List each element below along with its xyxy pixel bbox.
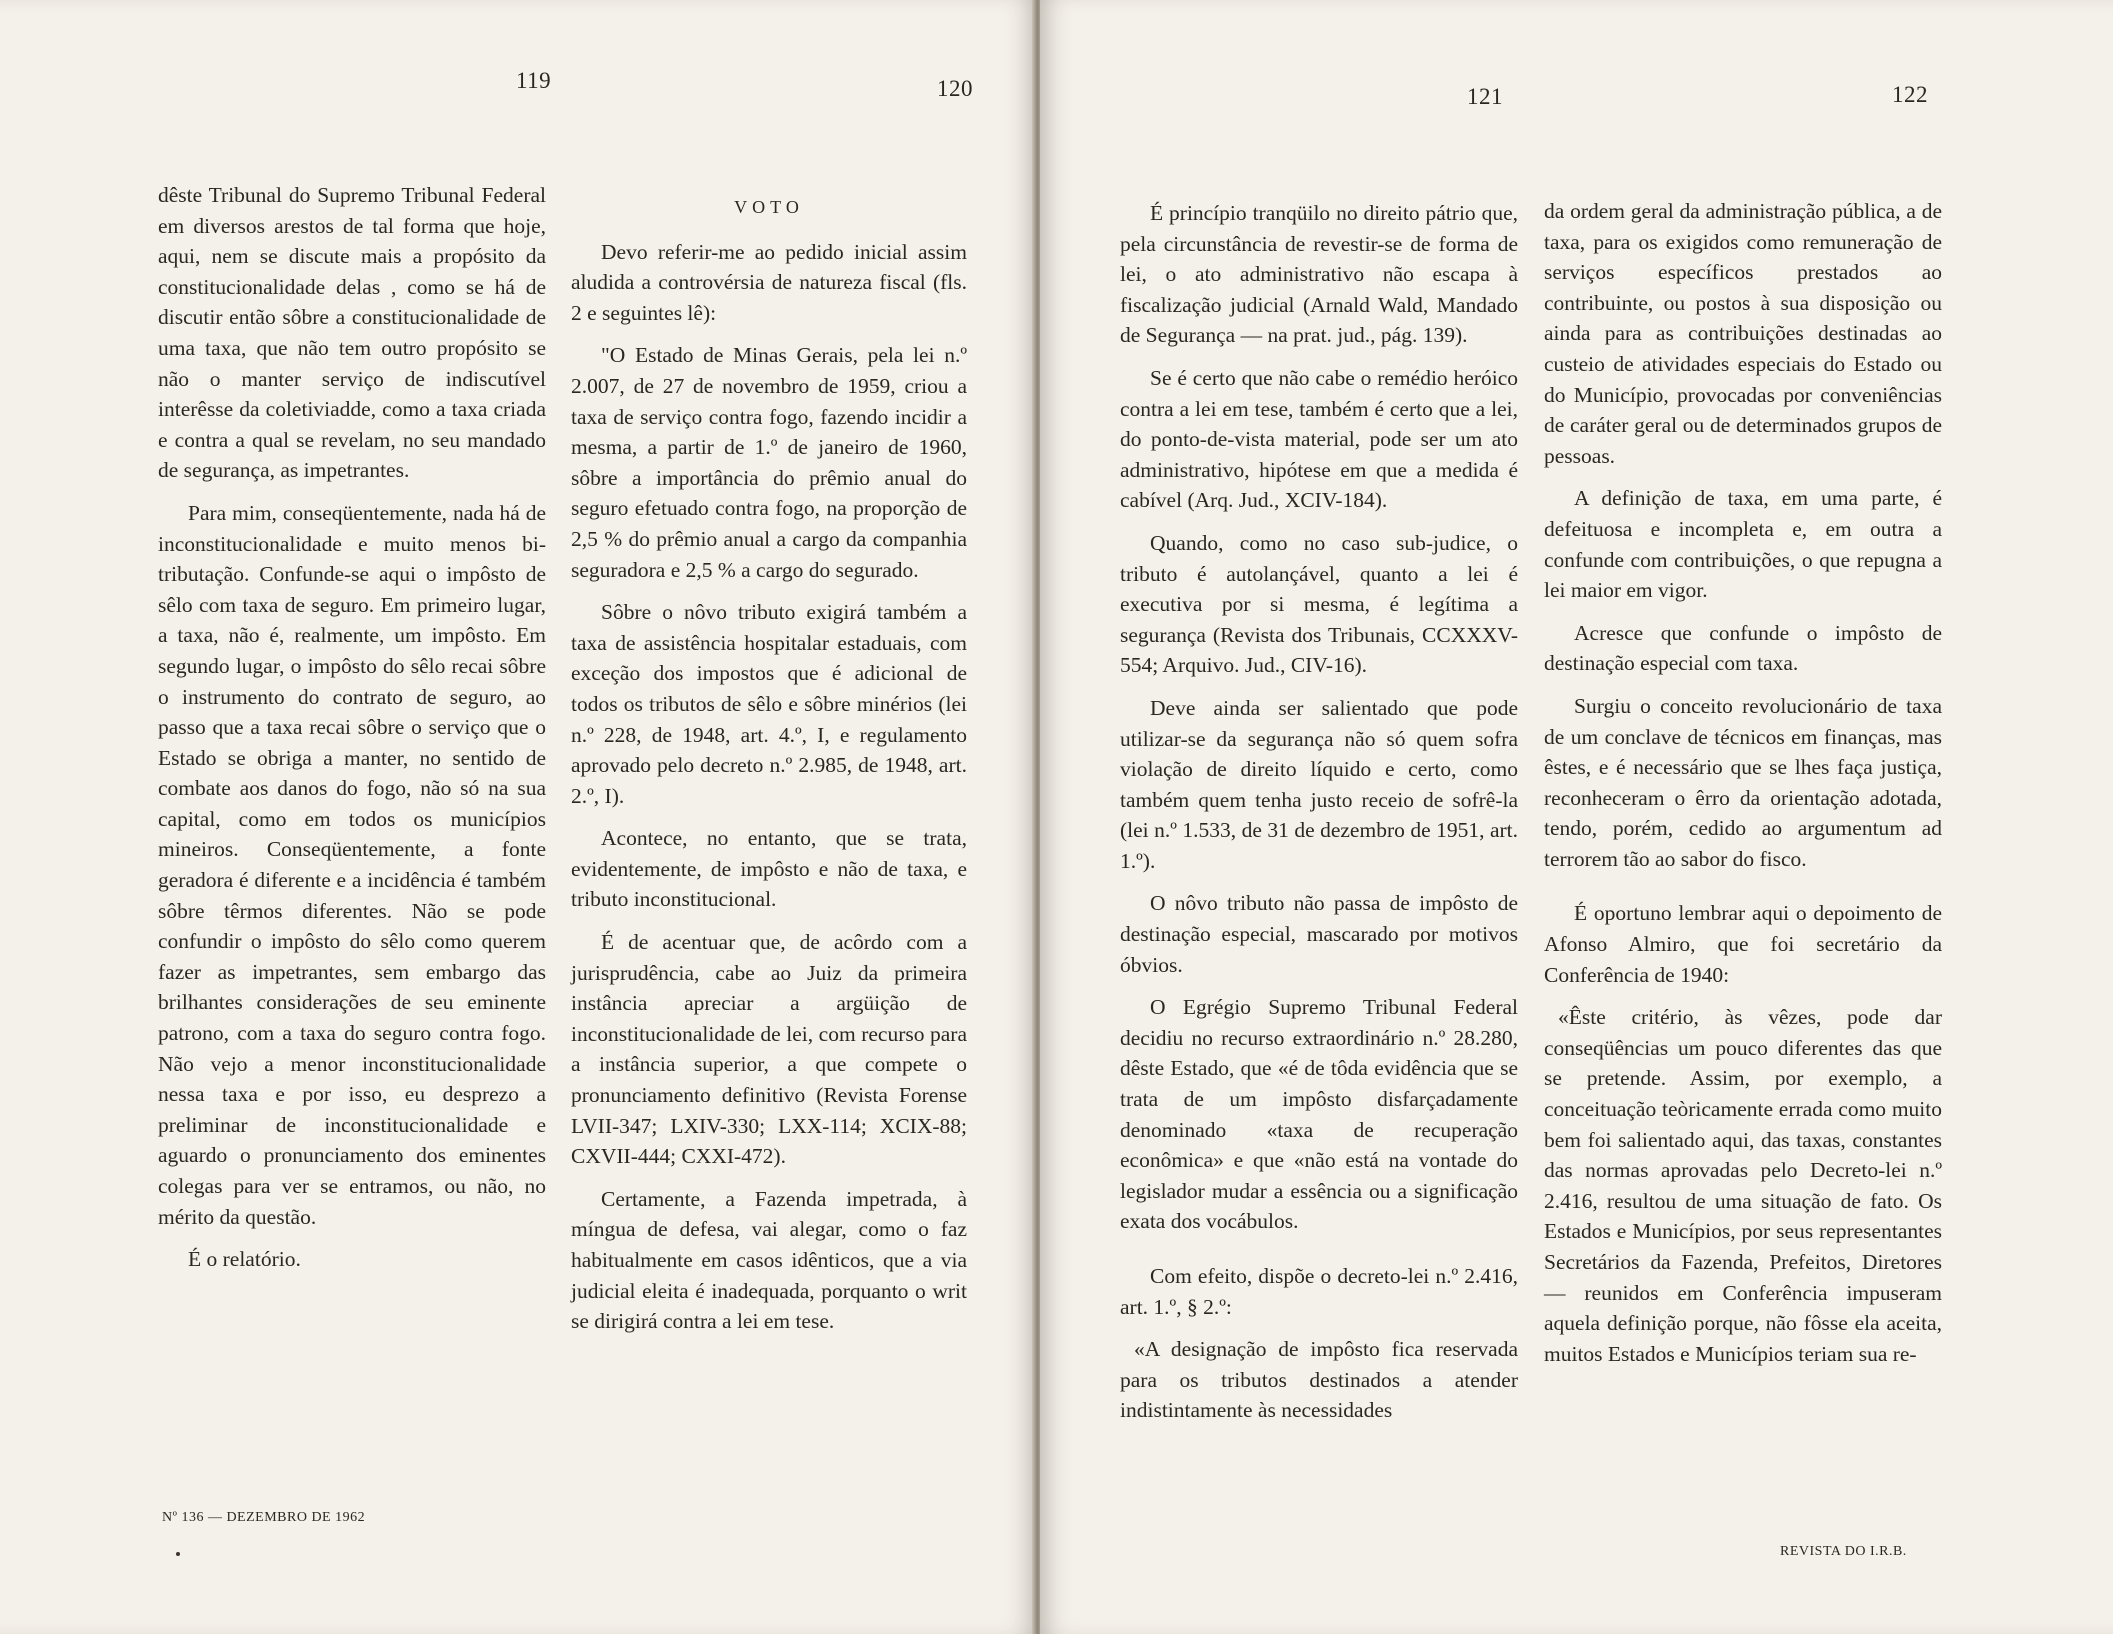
footer-journal: REVISTA DO I.R.B. xyxy=(1780,1544,1907,1559)
paragraph: Sôbre o nôvo tributo exigirá também a taxa de assistência hospitalar estaduais, com exceção dos impostos que é adicional de todos os tributos de sêlo e sôbre minérios (lei n.º 228, de 1948, art. 4.º, I, e regulamento aprovado pelo decreto n.º 2.985, de 1948, art. 2.º, I). xyxy=(571,600,967,808)
page-number-122: 122 xyxy=(1892,82,1928,107)
page-number-121: 121 xyxy=(1467,84,1503,109)
paragraph: É o relatório. xyxy=(188,1247,301,1272)
paragraph: Deve ainda ser salientado que pode utilizar-se da segurança não só quem sofra violação de direito líquido e certo, como também quem tenha justo receio de sofrê-la (lei n.º 1.533, de 31 de dezembro de 1951, art. 1.º). xyxy=(1120,695,1518,873)
column-page-122 xyxy=(1544,196,1942,1381)
paragraph: É princípio tranqüilo no direito pátrio que, pela circunstância de revestir-se de forma de lei, o ato administrativo não escapa à fiscalização judicial (Arnald Wald, Mandado de Segurança — na prat. jud., pág. 139). xyxy=(1120,201,1518,348)
footer-issue: Nº 136 — DEZEMBRO DE 1962 xyxy=(162,1510,366,1525)
paragraph: Acontece, no entanto, que se trata, evidentemente, de impôsto e não de taxa, e tributo inconstitucional. xyxy=(571,826,967,912)
page-number-119: 119 xyxy=(516,68,552,93)
paragraph: Se é certo que não cabe o remédio heróico contra a lei em tese, também é certo que a lei, do ponto-de-vista material, pode ser um ato administrativo, hipótese em que a medida é cabível (Arq. Jud., XCIV-184). xyxy=(1120,365,1518,513)
column-page-121 xyxy=(1120,198,1518,1438)
paragraph: O Egrégio Supremo Tribunal Federal decidiu no recurso extraordinário n.º 28.280, dêste Estado, que «é de tôda evidência que se trata de um impôsto disfarçadamente denominado «taxa de recuperação econômica» e que «não está na vontade do legislador mudar a essência ou a significação exata dos vocábulos. xyxy=(1120,995,1518,1234)
paragraph: «A designação de impôsto fica reservada para os tributos destinados a atender indistintamente às necessidades xyxy=(1120,1337,1518,1423)
left-leaf xyxy=(0,0,1036,1634)
paragraph: Acresce que confunde o impôsto de destinação especial com taxa. xyxy=(1544,620,1942,676)
paragraph: «Êste critério, às vêzes, pode dar conseqüências um pouco diferentes das que se pretende. Assim, por exemplo, a conceituação teòricamente errada como muito bem foi salientado aqui, das taxas, constantes das normas aprovadas pelo Decreto-lei n.º 2.416, resultou de uma situação de fato. Os Estados e Municípios, por seus representantes Secretários da Fazenda, Prefeitos, Diretores — reunidos em Conferência impuseram aquela definição porque, não fôsse ela aceita, muitos Estados e Municípios teriam sua re- xyxy=(1544,1005,1942,1366)
paragraph: Quando, como no caso sub-judice, o tributo é autolançável, quanto a lei é executiva por si mesma, é legítima a segurança (Revista dos Tribunais, CCXXXV-554; Arquivo. Jud., CIV-16). xyxy=(1120,530,1518,678)
page-number-120: 120 xyxy=(937,76,973,101)
column-page-120 xyxy=(571,188,967,1349)
right-leaf xyxy=(1040,0,2113,1634)
section-heading: VOTO xyxy=(734,197,804,217)
paragraph: Com efeito, dispõe o decreto-lei n.º 2.416, art. 1.º, § 2.º: xyxy=(1120,1264,1518,1319)
paragraph: É oportuno lembrar aqui o depoimento de Afonso Almiro, que foi secretário da Conferência de 1940: xyxy=(1544,901,1942,987)
ink-speck xyxy=(176,1552,180,1556)
paragraph: É de acentuar que, de acôrdo com a jurisprudência, cabe ao Juiz da primeira instância apreciar a argüição de inconstitucionalidade de lei, com recurso para a instância superior, a que compete o pronunciamento definitivo (Revista Forense LVII-347; LXIV-330; LXX-114; XCIX-88; CXVII-444; CXXI-472). xyxy=(571,930,967,1169)
paragraph: Certamente, a Fazenda impetrada, à míngua de defesa, vai alegar, como o faz habitualmente em casos idênticos, que a via judicial eleita é inadequada, porquanto o writ se dirigirá contra a lei em tese. xyxy=(571,1186,967,1334)
paragraph: "O Estado de Minas Gerais, pela lei n.º 2.007, de 27 de novembro de 1959, criou a taxa de serviço contra fogo, fazendo incidir a mesma, a partir de 1.º de janeiro de 1960, sôbre a importância do prêmio anual do seguro efetuado contra fogo, na proporção de 2,5 % do prêmio anual a cargo da companhia seguradora e 2,5 % a cargo do segurado. xyxy=(571,343,967,582)
paragraph: Para mim, conseqüentemente, nada há de inconstitucionalidade e muito menos bi-tributação. Confunde-se aqui o impôsto de sêlo com taxa de seguro. Em primeiro lugar, a taxa, não é, realmente, um impôsto. Em segundo lugar, o impôsto do sêlo recai sôbre o instrumento do contrato de seguro, ao passo que a taxa recai sôbre o serviço que o Estado se obriga a manter, no sentido de combate aos danos do fogo, não só na sua capital, como em todos os municípios mineiros. Conseqüentemente, a fonte geradora é diferente e a incidência é também sôbre têrmos diferentes. Não se pode confundir o impôsto do sêlo como querem fazer as impetrantes, sem embargo das brilhantes considerações de seu eminente patrono, com a taxa do seguro contra fogo. Não vejo a menor inconstitucionalidade nessa taxa e por isso, eu desprezo a preliminar de inconstitucionalidade e aguardo o pronunciamento dos eminentes colegas para ver se entramos, ou não, no mérito da questão. xyxy=(158,500,546,1229)
paragraph: Surgiu o conceito revolucionário de taxa de um conclave de técnicos em finanças, mas êstes, e é necessário que se lhes faça justiça, reconheceram o êrro da orientação adotada, tendo, porém, cedido ao argumentum ad terrorem tão ao sabor do fisco. xyxy=(1544,693,1942,871)
paragraph: dêste Tribunal do Supremo Tribunal Federal em diversos arestos de tal forma que hoje, aqui, nem se discute mais a propósito da constitucionalidade delas , como se há de discutir então sôbre a constitucionalidade de uma taxa, que não tem outro propósito se não o manter serviço de indiscutível interêsse da coletiviadde, como a taxa criada e contra a qual se revelam, no seu mandado de segurança, as impetrantes. xyxy=(158,183,546,483)
paragraph: Devo referir-me ao pedido inicial assim aludida a controvérsia de natureza fiscal (fls. 2 e seguintes lê): xyxy=(571,239,967,325)
paragraph: da ordem geral da administração pública, a de taxa, para os exigidos como remuneração de serviços específicos prestados ao contribuinte, ou postos à sua disposição ou ainda para as contribuições destinadas ao custeio de atividades especiais do Estado ou do Município, provocadas por conveniências de caráter geral ou de determinados grupos de pessoas. xyxy=(1544,199,1942,468)
paragraph: O nôvo tributo não passa de impôsto de destinação especial, mascarado por motivos óbvios. xyxy=(1120,891,1518,977)
paragraph: A definição de taxa, em uma parte, é defeituosa e incompleta e, em outra a confunde com contribuições, o que repugna a lei maior em vigor. xyxy=(1544,486,1942,603)
column-page-119 xyxy=(158,180,546,1287)
